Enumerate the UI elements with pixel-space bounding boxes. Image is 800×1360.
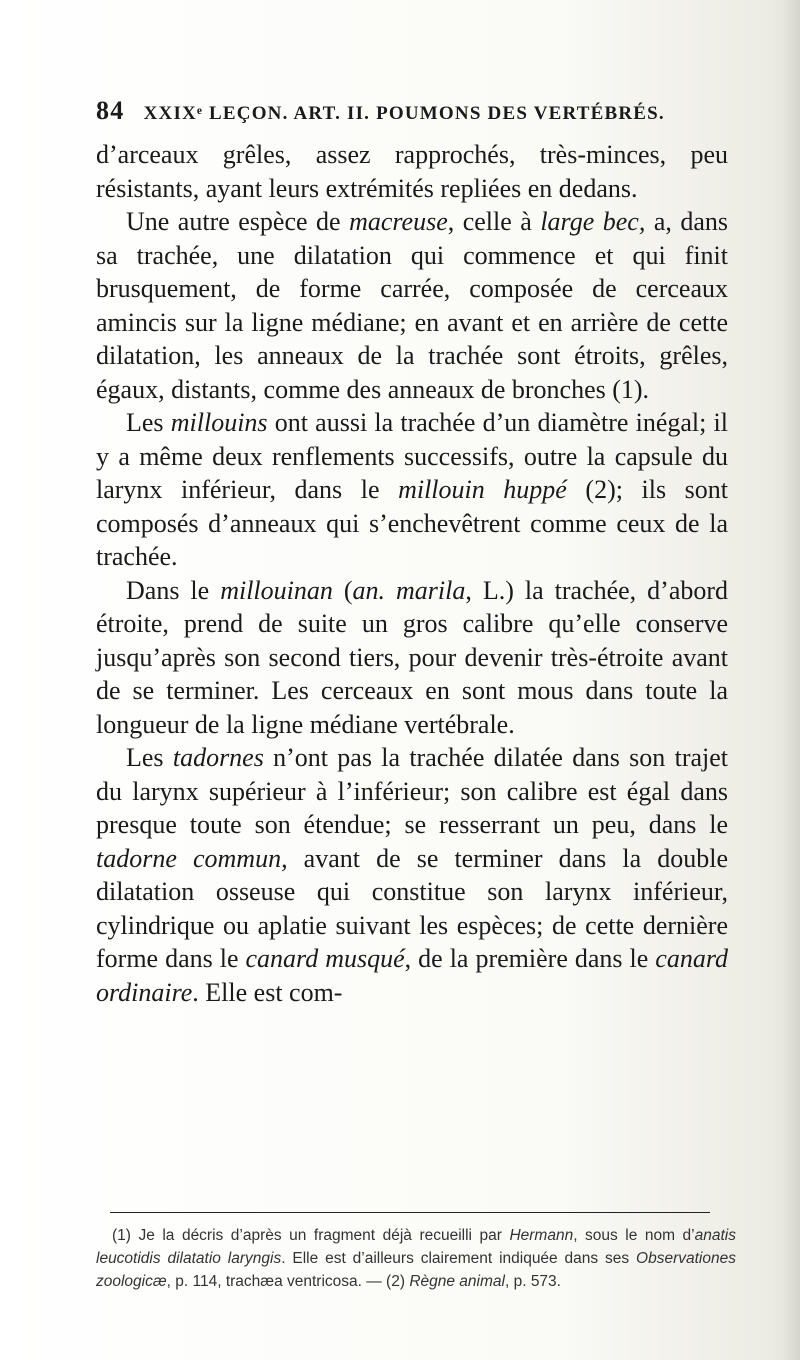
term-tadorne-commun: tadorne commun, <box>96 843 288 873</box>
text-run: . Elle est com- <box>192 977 343 1007</box>
footnote-1 <box>96 1224 736 1293</box>
paragraph-1 <box>96 138 728 205</box>
term-canard-musque: canard musqué <box>245 944 405 973</box>
work-regne-animal: Règne animal <box>409 1273 505 1290</box>
text-run: Les <box>126 408 171 437</box>
paragraph-5 <box>96 741 728 1009</box>
text-run: , p. 573. <box>504 1273 561 1290</box>
text-run: , de la première dans le <box>404 944 656 973</box>
term-millouinan: millouinan <box>220 575 333 605</box>
term-an-marila: an. marila <box>352 575 466 605</box>
text-run: avant de se terminer dans la double dilatation osseuse qui constitue son larynx inférieur, cylindrique ou aplatie suivant les espèces; de cette dernière forme dans le <box>96 843 728 973</box>
author-hermann: Hermann <box>509 1227 574 1244</box>
text-run: , L.) la trachée, d’abord étroite, prend de suite un gros calibre qu’elle conserve jusqu’après son second tiers, pour devenir très-étroite avant de se terminer. Les cerceaux en sont mous dans toute la longueur de la ligne médiane vertébrale. <box>96 575 729 739</box>
term-millouin-huppe: millouin huppé <box>398 475 567 504</box>
text-run: Dans le <box>126 575 221 605</box>
main-text <box>96 138 728 1009</box>
paragraph-4 <box>96 574 728 742</box>
page-number: 84 <box>96 96 125 125</box>
text-run: (2); ils sont composés d’anneaux qui s’enchevêtrent comme ceux de la trachée. <box>96 475 728 571</box>
text-run: (1) Je la décris d’après un fragment déjà recueilli par <box>112 1227 510 1244</box>
text-run: , celle à <box>447 207 541 236</box>
text-run: Une autre espèce de <box>126 207 350 236</box>
paragraph-2 <box>96 205 728 406</box>
text-run: a, dans sa trachée, une dilatation qui commence et qui finit brusquement, de forme carrée, composée de cerceaux amincis sur la ligne médiane; en avant et en arrière de cette dilatation, les anneaux de la trachée sont étroits, grêles, égaux, distants, comme des anneaux de bronches (1). <box>96 207 729 404</box>
text-run: . Elle est d’ailleurs clairement indiquée dans ses <box>281 1250 637 1267</box>
term-tadornes: tadornes <box>172 743 264 772</box>
term-large-bec: large bec, <box>540 207 646 236</box>
text-run: Les <box>126 743 173 772</box>
running-header <box>96 96 736 126</box>
term-canard-ordinaire: canard ordinaire <box>96 944 728 1007</box>
paragraph-1-text: d’arceaux grêles, assez rapprochés, très-minces, peu résistants, ayant leurs extrémités repliées en dedans. <box>96 140 728 203</box>
footnote-rule <box>110 1212 710 1213</box>
text-run: , p. 114, trachæa ventricosa. — (2) <box>166 1273 410 1290</box>
text-run: n’ont pas la trachée dilatée dans son trajet du larynx supérieur à l’inférieur; son calibre est égal dans presque toute son étendue; se resserrant un peu, dans le <box>96 743 728 839</box>
header-title: XXIXᵉ LEÇON. ART. II. POUMONS DES VERTÉBRÉS. <box>143 103 665 124</box>
latin-name: anatis leucotidis dilatatio laryngis <box>96 1227 736 1267</box>
text-run: ( <box>332 575 353 605</box>
page-edge-shadow <box>782 0 800 1360</box>
text-run: ont aussi la trachée d’un diamètre inégal; il y a même deux renflements successifs, outre la capsule du larynx inférieur, dans le <box>96 408 728 504</box>
term-millouins: millouins <box>170 408 268 437</box>
paragraph-3 <box>96 406 728 574</box>
text-run: , sous le nom d’ <box>573 1227 695 1244</box>
footnotes <box>96 1224 736 1293</box>
term-macreuse: macreuse <box>349 207 448 236</box>
work-observationes: Observationes zoologicæ <box>96 1250 736 1290</box>
